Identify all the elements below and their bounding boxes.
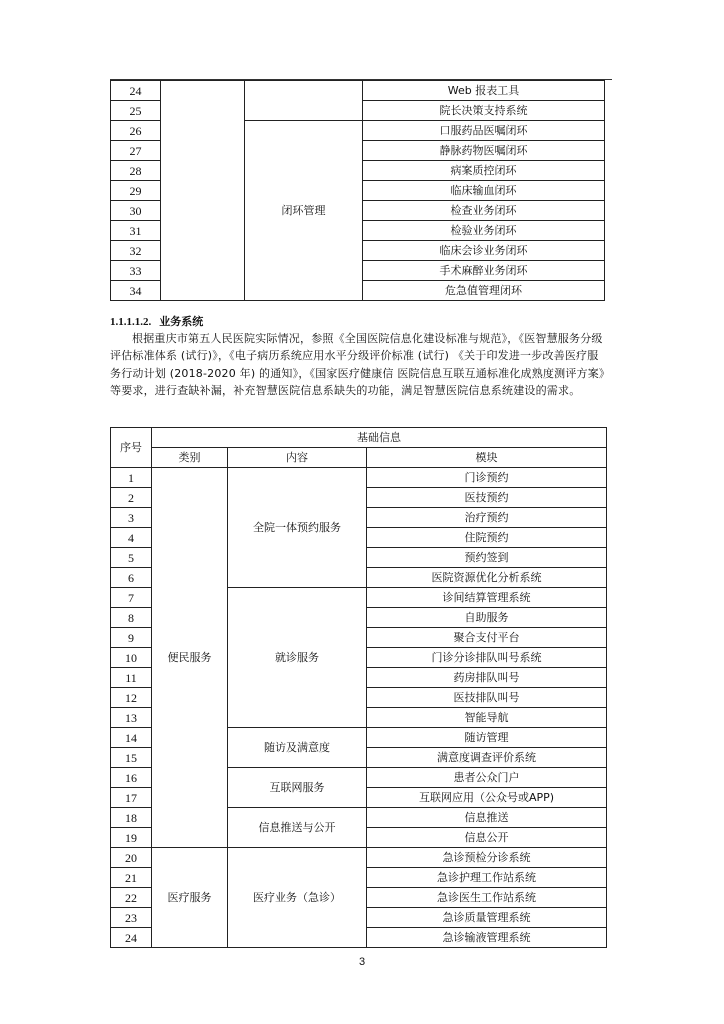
category-cell: 医疗服务	[152, 848, 228, 948]
row-number: 23	[111, 908, 152, 928]
content-cell: 闭环管理	[245, 121, 363, 301]
row-number: 13	[111, 708, 152, 728]
business-system-table	[110, 427, 607, 948]
row-number: 28	[111, 161, 161, 181]
row-number: 12	[111, 688, 152, 708]
row-number: 2	[111, 488, 152, 508]
row-number: 7	[111, 588, 152, 608]
section-number: 1.1.1.1.2.	[110, 316, 152, 328]
module-cell: 满意度调查评价系统	[367, 748, 607, 768]
module-cell: 治疗预约	[367, 508, 607, 528]
row-number: 26	[111, 121, 161, 141]
module-cell: 门诊预约	[367, 468, 607, 488]
row-number: 30	[111, 201, 161, 221]
module-cell: 急诊预检分诊系统	[367, 848, 607, 868]
section-paragraph	[110, 330, 608, 400]
page-number: 3	[358, 956, 366, 968]
content-cell: 随访及满意度	[228, 728, 367, 768]
module-header: 模块	[367, 448, 607, 468]
module-cell: 院长决策支持系统	[363, 101, 605, 121]
module-cell: 静脉药物医嘱闭环	[363, 141, 605, 161]
module-cell: Web 报表工具	[363, 81, 605, 101]
module-cell: 检查业务闭环	[363, 201, 605, 221]
module-cell: 随访管理	[367, 728, 607, 748]
row-number: 6	[111, 568, 152, 588]
row-number: 32	[111, 241, 161, 261]
category-cell: 便民服务	[152, 468, 228, 848]
module-cell: 医技预约	[367, 488, 607, 508]
module-cell: 预约签到	[367, 548, 607, 568]
module-cell: 急诊输液管理系统	[367, 928, 607, 948]
row-number: 5	[111, 548, 152, 568]
row-number: 33	[111, 261, 161, 281]
row-number: 17	[111, 788, 152, 808]
header-row	[111, 448, 607, 468]
table-row	[111, 848, 607, 868]
module-cell: 急诊医生工作站系统	[367, 888, 607, 908]
row-number: 31	[111, 221, 161, 241]
header-row	[111, 428, 607, 448]
module-cell: 住院预约	[367, 528, 607, 548]
row-number: 22	[111, 888, 152, 908]
content-cell: 医疗业务（急诊）	[228, 848, 367, 948]
module-cell: 手术麻醉业务闭环	[363, 261, 605, 281]
seq-header: 序号	[111, 428, 152, 468]
module-cell: 诊间结算管理系统	[367, 588, 607, 608]
module-cell: 医院资源优化分析系统	[367, 568, 607, 588]
row-number: 8	[111, 608, 152, 628]
row-number: 24	[111, 928, 152, 948]
row-number: 34	[111, 281, 161, 301]
row-number: 15	[111, 748, 152, 768]
row-number: 4	[111, 528, 152, 548]
basic-info-header: 基础信息	[152, 428, 607, 448]
row-number: 16	[111, 768, 152, 788]
module-cell: 互联网应用（公众号或APP)	[367, 788, 607, 808]
table-row	[111, 81, 605, 101]
section-title: 业务系统	[159, 315, 204, 328]
row-number: 29	[111, 181, 161, 201]
table-row	[111, 468, 607, 488]
section-heading	[110, 313, 203, 329]
module-cell: 危急值管理闭环	[363, 281, 605, 301]
row-number: 3	[111, 508, 152, 528]
module-cell: 临床会诊业务闭环	[363, 241, 605, 261]
module-cell: 患者公众门户	[367, 768, 607, 788]
module-cell: 门诊分诊排队叫号系统	[367, 648, 607, 668]
row-number: 10	[111, 648, 152, 668]
module-cell: 药房排队叫号	[367, 668, 607, 688]
module-cell: 病案质控闭环	[363, 161, 605, 181]
row-number: 24	[111, 81, 161, 101]
module-cell: 信息推送	[367, 808, 607, 828]
module-cell: 口服药品医嘱闭环	[363, 121, 605, 141]
row-number: 20	[111, 848, 152, 868]
content-cell: 信息推送与公开	[228, 808, 367, 848]
module-cell: 信息公开	[367, 828, 607, 848]
row-number: 9	[111, 628, 152, 648]
row-number: 25	[111, 101, 161, 121]
category-cell	[161, 81, 245, 301]
module-cell: 临床输血闭环	[363, 181, 605, 201]
paragraph-text: 根据重庆市第五人民医院实际情况，参照《全国医院信息化建设标准与规范》，《医智慧服务分级评估标准体系 (试行)》，《电子病历系统应用水平分级评价标准 (试行) 《关于印发进一步改善医疗服务行动计划 (2018-2020 年) 的通知》，《国家医疗健康信 医院信息互联互通标准化成熟度测评方案》等要求，进行查缺补漏，补充智慧医院信息系缺失的功能，满足智慧医院信息系统建设的需求。	[110, 332, 605, 398]
content-cell	[245, 81, 363, 121]
module-cell: 智能导航	[367, 708, 607, 728]
module-cell: 检验业务闭环	[363, 221, 605, 241]
row-number: 14	[111, 728, 152, 748]
row-number: 21	[111, 868, 152, 888]
row-number: 11	[111, 668, 152, 688]
module-cell: 医技排队叫号	[367, 688, 607, 708]
row-number: 19	[111, 828, 152, 848]
module-cell: 急诊质量管理系统	[367, 908, 607, 928]
module-cell: 自助服务	[367, 608, 607, 628]
module-cell: 聚合支付平台	[367, 628, 607, 648]
content-cell: 就诊服务	[228, 588, 367, 728]
category-header: 类别	[152, 448, 228, 468]
content-header: 内容	[228, 448, 367, 468]
row-number: 27	[111, 141, 161, 161]
module-cell: 急诊护理工作站系统	[367, 868, 607, 888]
content-cell: 全院一体预约服务	[228, 468, 367, 588]
row-number: 1	[111, 468, 152, 488]
row-number: 18	[111, 808, 152, 828]
closed-loop-table	[110, 80, 605, 301]
content-cell: 互联网服务	[228, 768, 367, 808]
